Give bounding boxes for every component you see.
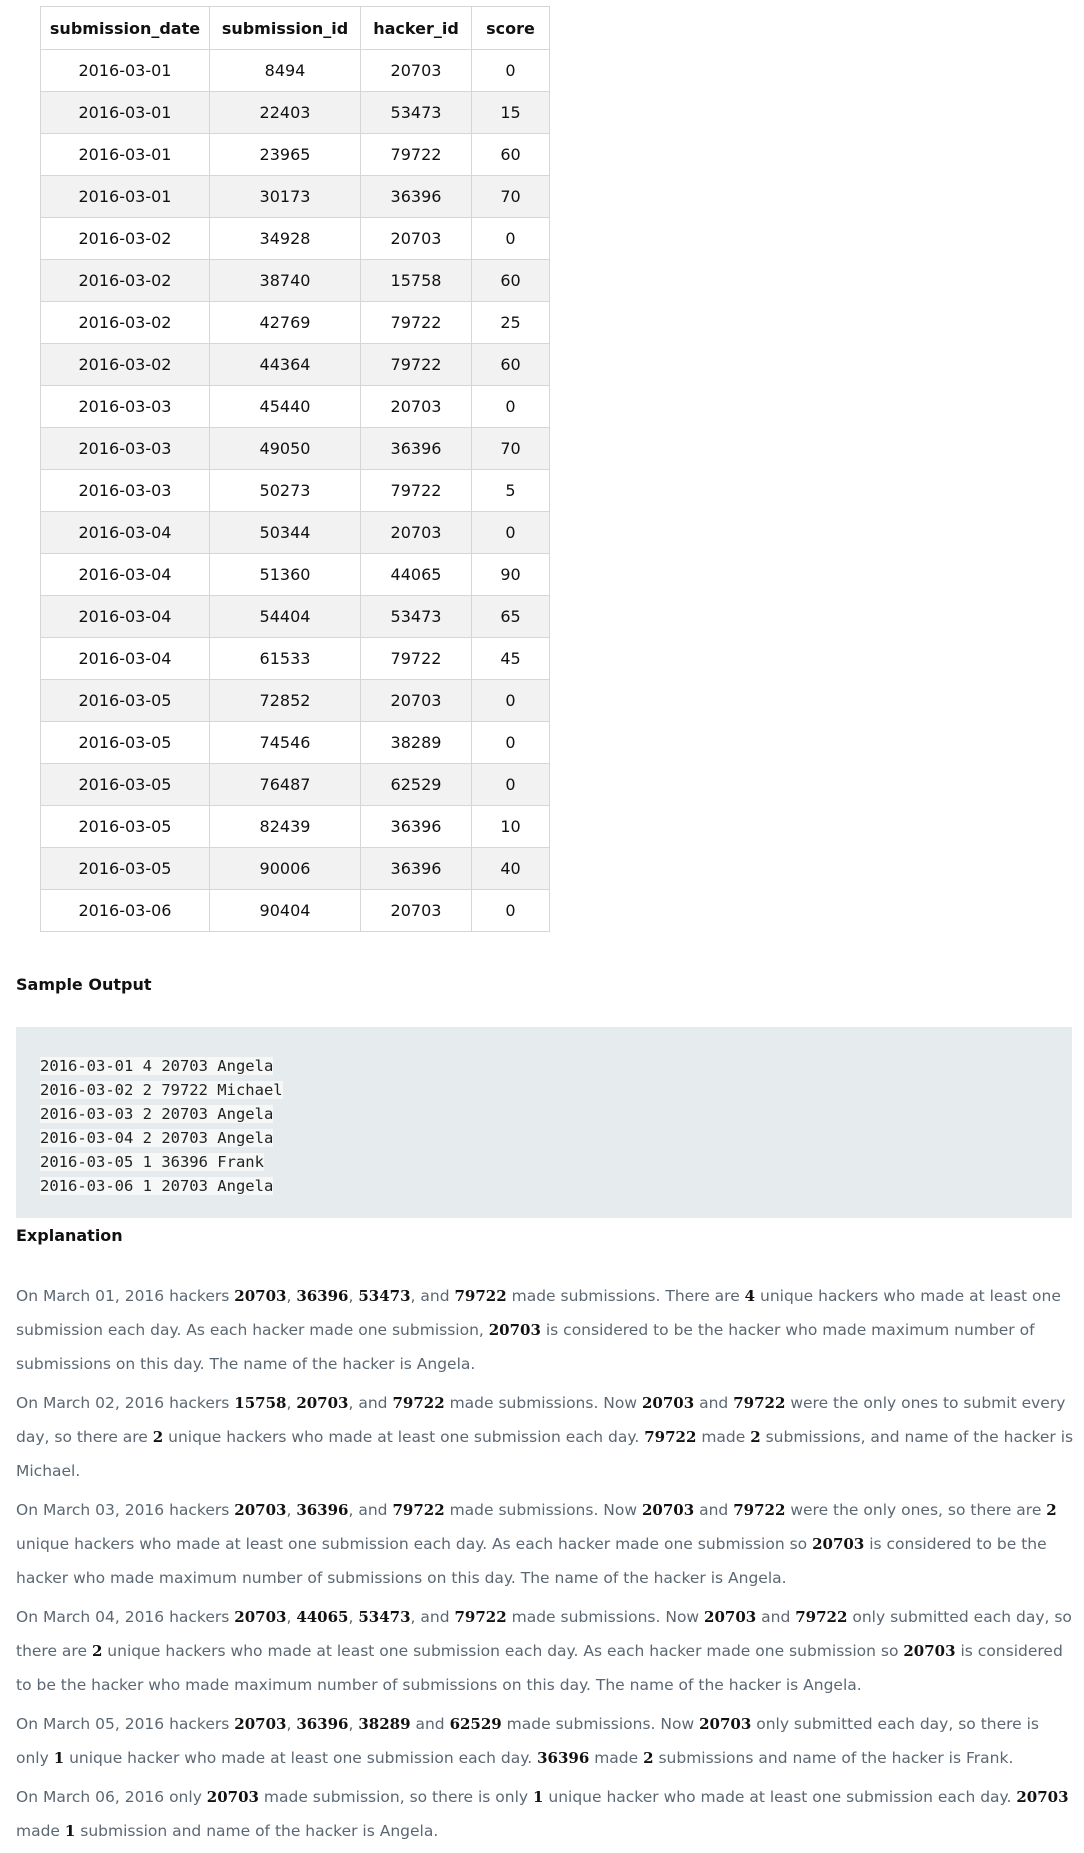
column-header-submission-date: submission_date	[41, 7, 210, 50]
highlighted-number: 53473	[358, 1287, 411, 1305]
highlighted-number: 20703	[642, 1394, 695, 1412]
cell-score: 0	[472, 218, 550, 260]
sample-output-heading: Sample Output	[16, 975, 152, 994]
highlighted-number: 79722	[392, 1501, 445, 1519]
explanation-text: made submissions. Now	[444, 1501, 642, 1519]
explanation-text: made submissions. There are	[506, 1287, 745, 1305]
cell-submission-date: 2016-03-02	[41, 218, 210, 260]
cell-hacker-id: 79722	[361, 344, 472, 386]
cell-score: 10	[472, 806, 550, 848]
cell-submission-date: 2016-03-01	[41, 176, 210, 218]
table-row	[41, 428, 550, 470]
cell-hacker-id: 53473	[361, 596, 472, 638]
explanation-text: ,	[286, 1501, 297, 1519]
highlighted-number: 79722	[733, 1501, 786, 1519]
cell-submission-id: 74546	[210, 722, 361, 764]
highlighted-number: 2	[643, 1749, 654, 1767]
cell-score: 60	[472, 134, 550, 176]
cell-hacker-id: 20703	[361, 386, 472, 428]
table-row	[41, 722, 550, 764]
column-header-submission-id: submission_id	[210, 7, 361, 50]
cell-submission-id: 22403	[210, 92, 361, 134]
cell-hacker-id: 20703	[361, 218, 472, 260]
explanation-text: ,	[286, 1608, 297, 1626]
explanation-text: is considered to be the hacker who made maximum number of submissions on this day. The name of the hacker is Angela.	[16, 1321, 1035, 1373]
cell-submission-date: 2016-03-01	[41, 50, 210, 92]
cell-score: 25	[472, 302, 550, 344]
explanation-text: unique hackers who made at least one submission each day. As each hacker made one submission,	[16, 1287, 1061, 1339]
explanation-text: ,	[286, 1287, 297, 1305]
highlighted-number: 20703	[704, 1608, 757, 1626]
column-header-score: score	[472, 7, 550, 50]
cell-score: 0	[472, 386, 550, 428]
cell-submission-date: 2016-03-02	[41, 260, 210, 302]
cell-score: 90	[472, 554, 550, 596]
cell-submission-id: 51360	[210, 554, 361, 596]
cell-score: 0	[472, 722, 550, 764]
highlighted-number: 1	[64, 1822, 76, 1840]
cell-hacker-id: 36396	[361, 806, 472, 848]
explanation-text: only submitted each day, so there are	[16, 1608, 1072, 1660]
cell-submission-id: 82439	[210, 806, 361, 848]
cell-score: 0	[472, 680, 550, 722]
cell-submission-date: 2016-03-02	[41, 344, 210, 386]
highlighted-number: 36396	[296, 1287, 349, 1305]
sample-output-line: 2016-03-02 2 79722 Michael	[40, 1081, 283, 1099]
highlighted-number: 2	[152, 1428, 164, 1446]
table-row	[41, 890, 550, 932]
explanation-text: and	[410, 1715, 450, 1733]
explanation-text: unique hacker who made at least one submission each day.	[543, 1788, 1017, 1806]
cell-submission-date: 2016-03-04	[41, 638, 210, 680]
explanation-text: , and	[348, 1394, 393, 1412]
table-row	[41, 218, 550, 260]
explanation-text: , and	[410, 1608, 455, 1626]
cell-submission-date: 2016-03-03	[41, 428, 210, 470]
cell-submission-date: 2016-03-05	[41, 806, 210, 848]
cell-score: 0	[472, 764, 550, 806]
cell-hacker-id: 20703	[361, 512, 472, 554]
highlighted-number: 79722	[392, 1394, 445, 1412]
cell-submission-date: 2016-03-06	[41, 890, 210, 932]
cell-submission-date: 2016-03-02	[41, 302, 210, 344]
sample-output-block	[16, 1027, 1072, 1218]
sample-output-line: 2016-03-06 1 20703 Angela	[40, 1177, 274, 1195]
cell-submission-id: 30173	[210, 176, 361, 218]
highlighted-number: 20703	[699, 1715, 752, 1733]
highlighted-number: 79722	[454, 1287, 507, 1305]
highlighted-number: 20703	[1016, 1788, 1069, 1806]
cell-submission-date: 2016-03-03	[41, 470, 210, 512]
explanation-text: made submissions. Now	[501, 1715, 700, 1733]
cell-score: 45	[472, 638, 550, 680]
cell-hacker-id: 20703	[361, 890, 472, 932]
cell-hacker-id: 79722	[361, 470, 472, 512]
highlighted-number: 20703	[903, 1642, 956, 1660]
explanation-text: and	[694, 1501, 734, 1519]
highlighted-number: 20703	[234, 1287, 287, 1305]
explanation-paragraph	[16, 1600, 1076, 1702]
cell-hacker-id: 20703	[361, 50, 472, 92]
explanation-text: unique hackers who made at least one submission each day. As each hacker made one submission so	[16, 1535, 813, 1553]
highlighted-number: 1	[533, 1788, 544, 1806]
highlighted-number: 44065	[296, 1608, 349, 1626]
explanation-text: is considered to be the hacker who made maximum number of submissions on this day. The name of the hacker is Angela.	[16, 1535, 1047, 1587]
table-header-row	[41, 7, 550, 50]
cell-score: 0	[472, 890, 550, 932]
cell-score: 70	[472, 176, 550, 218]
table-row	[41, 806, 550, 848]
explanation-text: made submissions. Now	[444, 1394, 642, 1412]
highlighted-number: 2	[1046, 1501, 1057, 1519]
highlighted-number: 20703	[234, 1608, 287, 1626]
cell-submission-date: 2016-03-04	[41, 596, 210, 638]
table-row	[41, 344, 550, 386]
table-row	[41, 50, 550, 92]
column-header-hacker-id: hacker_id	[361, 7, 472, 50]
cell-submission-date: 2016-03-04	[41, 554, 210, 596]
cell-submission-id: 44364	[210, 344, 361, 386]
table-body	[41, 50, 550, 932]
explanation-text: made	[589, 1749, 644, 1767]
highlighted-number: 20703	[488, 1321, 541, 1339]
cell-hacker-id: 79722	[361, 638, 472, 680]
explanation-text: unique hackers who made at least one submission each day.	[163, 1428, 645, 1446]
cell-hacker-id: 36396	[361, 176, 472, 218]
explanation-text: submissions, and name of the hacker is Michael.	[16, 1428, 1074, 1480]
cell-score: 65	[472, 596, 550, 638]
explanation-text: On March 04, 2016 hackers	[16, 1608, 235, 1626]
explanation-text: On March 06, 2016 only	[16, 1788, 207, 1806]
highlighted-number: 4	[744, 1287, 756, 1305]
cell-hacker-id: 36396	[361, 848, 472, 890]
cell-submission-id: 50273	[210, 470, 361, 512]
cell-score: 0	[472, 50, 550, 92]
explanation-text: , and	[410, 1287, 455, 1305]
table-row	[41, 512, 550, 554]
explanation-paragraph	[16, 1386, 1076, 1488]
table-row	[41, 302, 550, 344]
explanation-text: On March 02, 2016 hackers	[16, 1394, 235, 1412]
highlighted-number: 36396	[296, 1715, 349, 1733]
highlighted-number: 36396	[296, 1501, 349, 1519]
explanation-text: were the only ones, so there are	[785, 1501, 1047, 1519]
cell-hacker-id: 20703	[361, 680, 472, 722]
cell-submission-date: 2016-03-05	[41, 764, 210, 806]
table-row	[41, 134, 550, 176]
explanation-paragraph	[16, 1279, 1076, 1381]
cell-submission-date: 2016-03-05	[41, 722, 210, 764]
highlighted-number: 79722	[733, 1394, 786, 1412]
cell-score: 60	[472, 260, 550, 302]
cell-hacker-id: 62529	[361, 764, 472, 806]
sample-output-line: 2016-03-03 2 20703 Angela	[40, 1105, 274, 1123]
explanation-text: unique hacker who made at least one submission each day.	[64, 1749, 538, 1767]
cell-submission-id: 49050	[210, 428, 361, 470]
cell-submission-id: 90404	[210, 890, 361, 932]
cell-submission-date: 2016-03-05	[41, 848, 210, 890]
explanation-text: ,	[286, 1715, 297, 1733]
highlighted-number: 15758	[234, 1394, 287, 1412]
cell-hacker-id: 79722	[361, 302, 472, 344]
cell-submission-id: 42769	[210, 302, 361, 344]
explanation-text: only submitted each day, so there is only	[16, 1715, 1040, 1767]
highlighted-number: 79722	[454, 1608, 507, 1626]
cell-submission-date: 2016-03-05	[41, 680, 210, 722]
cell-submission-id: 38740	[210, 260, 361, 302]
highlighted-number: 20703	[296, 1394, 349, 1412]
highlighted-number: 20703	[642, 1501, 695, 1519]
highlighted-number: 20703	[206, 1788, 259, 1806]
table-row	[41, 680, 550, 722]
explanation-text: made submission, so there is only	[258, 1788, 534, 1806]
cell-hacker-id: 79722	[361, 134, 472, 176]
cell-hacker-id: 44065	[361, 554, 472, 596]
explanation-text: submission and name of the hacker is Angela.	[75, 1822, 439, 1840]
highlighted-number: 20703	[234, 1501, 287, 1519]
explanation-text: and	[756, 1608, 796, 1626]
highlighted-number: 62529	[449, 1715, 502, 1733]
explanation-paragraph	[16, 1493, 1076, 1595]
sample-output-line: 2016-03-05 1 36396 Frank	[40, 1153, 264, 1171]
cell-submission-id: 90006	[210, 848, 361, 890]
cell-submission-id: 45440	[210, 386, 361, 428]
cell-score: 70	[472, 428, 550, 470]
cell-hacker-id: 15758	[361, 260, 472, 302]
explanation-text: and	[694, 1394, 734, 1412]
cell-submission-id: 23965	[210, 134, 361, 176]
cell-submission-id: 61533	[210, 638, 361, 680]
table-row	[41, 260, 550, 302]
table-row	[41, 176, 550, 218]
explanation-text: is considered to be the hacker who made maximum number of submissions on this day. The name of the hacker is Angela.	[16, 1642, 1063, 1694]
table-row	[41, 848, 550, 890]
explanation-text: ,	[286, 1394, 297, 1412]
explanation-section	[16, 1279, 1076, 1853]
cell-hacker-id: 38289	[361, 722, 472, 764]
highlighted-number: 20703	[812, 1535, 865, 1553]
cell-score: 5	[472, 470, 550, 512]
table-row	[41, 638, 550, 680]
cell-score: 40	[472, 848, 550, 890]
cell-hacker-id: 53473	[361, 92, 472, 134]
highlighted-number: 79722	[644, 1428, 697, 1446]
explanation-text: made	[696, 1428, 751, 1446]
cell-submission-id: 8494	[210, 50, 361, 92]
cell-submission-id: 72852	[210, 680, 361, 722]
cell-submission-date: 2016-03-01	[41, 92, 210, 134]
explanation-text: unique hackers who made at least one submission each day. As each hacker made one submission so	[102, 1642, 904, 1660]
explanation-text: submissions and name of the hacker is Frank.	[653, 1749, 1014, 1767]
explanation-text: ,	[348, 1608, 359, 1626]
cell-score: 15	[472, 92, 550, 134]
explanation-text: were the only ones to submit every day, so there are	[16, 1394, 1066, 1446]
explanation-text: On March 03, 2016 hackers	[16, 1501, 235, 1519]
cell-submission-date: 2016-03-04	[41, 512, 210, 554]
highlighted-number: 20703	[234, 1715, 287, 1733]
highlighted-number: 2	[750, 1428, 761, 1446]
cell-submission-id: 50344	[210, 512, 361, 554]
explanation-text: made submissions. Now	[506, 1608, 705, 1626]
explanation-paragraph	[16, 1780, 1076, 1848]
explanation-text: made	[16, 1822, 65, 1840]
cell-score: 0	[472, 512, 550, 554]
sample-output-line: 2016-03-01 4 20703 Angela	[40, 1057, 274, 1075]
highlighted-number: 1	[53, 1749, 65, 1767]
cell-submission-id: 54404	[210, 596, 361, 638]
table-row	[41, 764, 550, 806]
explanation-text: On March 01, 2016 hackers	[16, 1287, 235, 1305]
explanation-text: ,	[348, 1715, 359, 1733]
cell-submission-date: 2016-03-03	[41, 386, 210, 428]
sample-output-line: 2016-03-04 2 20703 Angela	[40, 1129, 274, 1147]
cell-score: 60	[472, 344, 550, 386]
explanation-heading: Explanation	[16, 1226, 123, 1245]
cell-submission-id: 34928	[210, 218, 361, 260]
table-row	[41, 554, 550, 596]
highlighted-number: 79722	[795, 1608, 848, 1626]
highlighted-number: 36396	[537, 1749, 590, 1767]
cell-submission-id: 76487	[210, 764, 361, 806]
explanation-text: On March 05, 2016 hackers	[16, 1715, 235, 1733]
highlighted-number: 38289	[358, 1715, 411, 1733]
cell-hacker-id: 36396	[361, 428, 472, 470]
explanation-text: ,	[348, 1287, 359, 1305]
explanation-text: , and	[348, 1501, 393, 1519]
submissions-table	[40, 6, 550, 932]
explanation-paragraph	[16, 1707, 1076, 1775]
highlighted-number: 53473	[358, 1608, 411, 1626]
highlighted-number: 2	[91, 1642, 103, 1660]
table-row	[41, 470, 550, 512]
cell-submission-date: 2016-03-01	[41, 134, 210, 176]
table-row	[41, 596, 550, 638]
table-row	[41, 386, 550, 428]
table-row	[41, 92, 550, 134]
